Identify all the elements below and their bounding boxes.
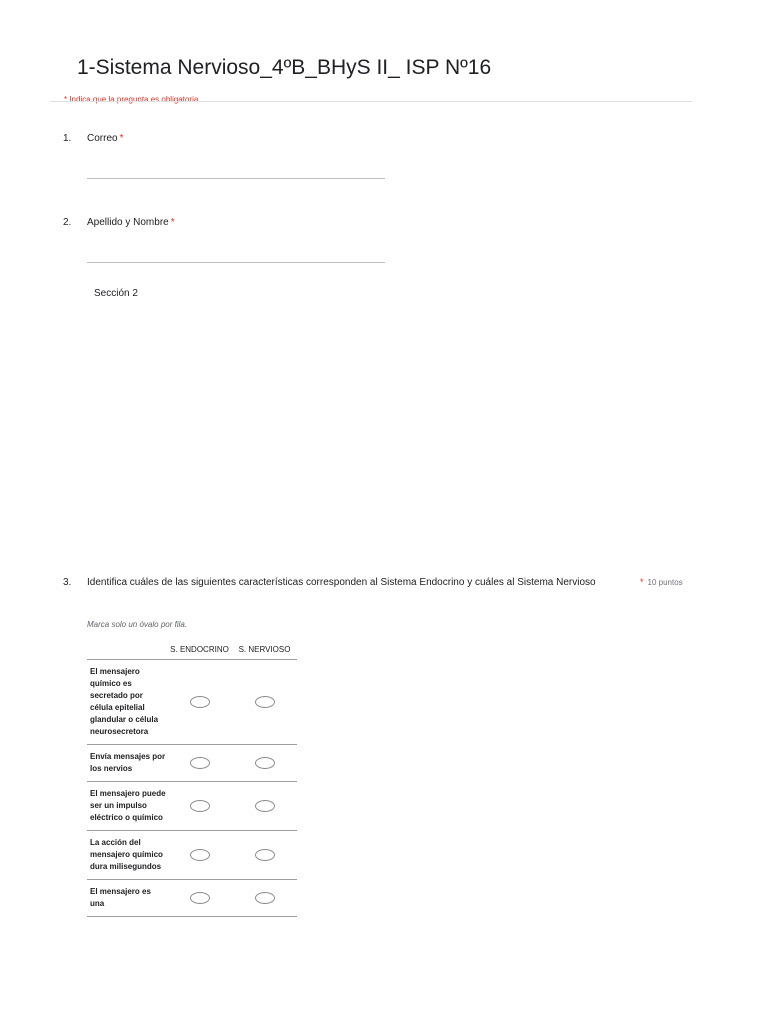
grid-cell: [232, 745, 297, 782]
grid-cell: [167, 660, 232, 745]
radio-oval-nervioso[interactable]: [255, 757, 275, 769]
column-header-nervioso: S. NERVIOSO: [232, 642, 297, 660]
required-star: *: [119, 133, 124, 144]
grid-row-label: El mensajero puede ser un impulso eléctrico o químico: [87, 782, 167, 831]
required-star: *: [640, 577, 644, 587]
grid-row: [87, 782, 297, 831]
question-2-number: 2.: [63, 217, 72, 228]
grid-row: [87, 831, 297, 880]
grid-cell: [232, 782, 297, 831]
grid-cell: [167, 782, 232, 831]
radio-oval-endocrino[interactable]: [190, 849, 210, 861]
grid-row-label: Envía mensajes por los nervios: [87, 745, 167, 782]
required-star: *: [170, 217, 175, 228]
required-note: * Indica que la pregunta es obligatoria: [64, 95, 199, 104]
section-title: Sección 2: [94, 288, 138, 299]
choice-grid: [87, 642, 297, 917]
grid-header-row: [87, 642, 297, 660]
radio-oval-nervioso[interactable]: [255, 849, 275, 861]
question-1-number: 1.: [63, 133, 72, 144]
question-2-label: [87, 215, 175, 230]
grid-cell: [167, 745, 232, 782]
grid-cell: [167, 880, 232, 917]
column-header-endocrino: S. ENDOCRINO: [167, 642, 232, 660]
question-1-text: Correo: [87, 133, 118, 144]
grid-row: [87, 745, 297, 782]
question-2-text: Apellido y Nombre: [87, 217, 169, 228]
question-3-label: Identifica cuáles de las siguientes características corresponden al Sistema Endocrino y cuáles al Sistema Nervioso: [87, 577, 596, 588]
radio-oval-nervioso[interactable]: [255, 892, 275, 904]
grid-corner: [87, 642, 167, 660]
grid-row: [87, 880, 297, 917]
grid-cell: [232, 660, 297, 745]
email-field[interactable]: [87, 178, 385, 179]
grid-cell: [167, 831, 232, 880]
header-divider: [50, 101, 692, 102]
points-text: 10 puntos: [647, 578, 683, 587]
question-3-hint: Marca solo un óvalo por fila.: [87, 620, 188, 629]
radio-oval-endocrino[interactable]: [190, 800, 210, 812]
radio-oval-nervioso[interactable]: [255, 800, 275, 812]
grid-cell: [232, 831, 297, 880]
name-field[interactable]: [87, 262, 385, 263]
radio-oval-endocrino[interactable]: [190, 757, 210, 769]
grid-row: [87, 660, 297, 745]
grid-cell: [232, 880, 297, 917]
grid-row-label: El mensajero es una: [87, 880, 167, 917]
grid-row-label: El mensajero químico es secretado por célula epitelial glandular o célula neurosecretora: [87, 660, 167, 745]
radio-oval-nervioso[interactable]: [255, 696, 275, 708]
question-1-label: [87, 131, 123, 146]
radio-oval-endocrino[interactable]: [190, 892, 210, 904]
question-3-points: [640, 577, 683, 587]
radio-oval-endocrino[interactable]: [190, 696, 210, 708]
question-3-number: 3.: [63, 577, 72, 588]
form-title: 1-Sistema Nervioso_4ºB_BHyS II_ ISP Nº16: [77, 56, 492, 79]
grid-row-label: La acción del mensajero químico dura milisegundos: [87, 831, 167, 880]
